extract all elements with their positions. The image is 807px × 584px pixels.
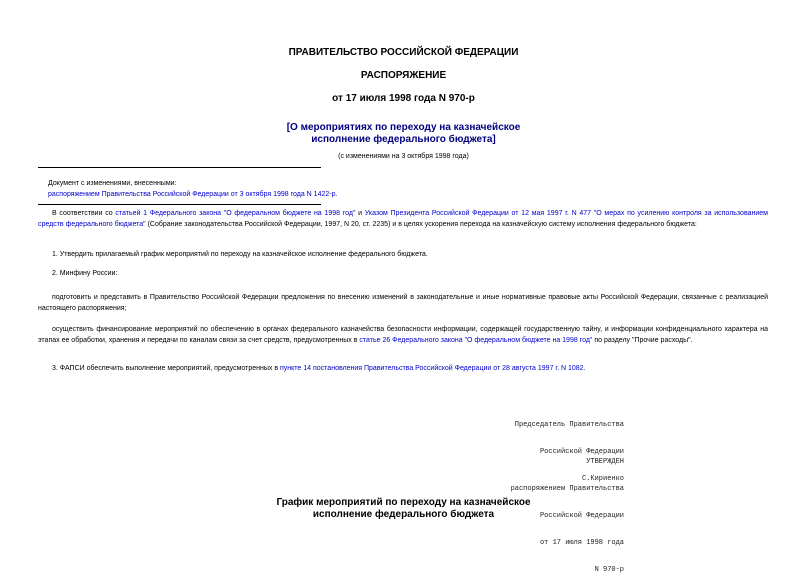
signature-line-2: Российской Федерации [539, 448, 624, 456]
approval-line-4: от 17 июля 1998 года [539, 539, 624, 547]
paragraph-1: 1. Утвердить прилагаемый график мероприятий по переходу на казначейское исполнение федерального бюджета. [52, 251, 428, 258]
document-type: РАСПОРЯЖЕНИЕ [360, 70, 447, 81]
p5-text-a: осуществить финансирование мероприятий по обеспечению в органах федерального казначейства безопасности информации, содержащей государственную тайну, и информации конфиденциального характера на этапах ее обработки, хранения и передачи по каналам связи за счет средств, предусмотренных в [38, 326, 768, 344]
amendments-label: Документ с изменениями, внесенными: [48, 180, 177, 187]
federal-law-link[interactable]: статьей 1 Федерального закона "О федеральном бюджете на 1998 год" [115, 210, 356, 217]
schedule-title [0, 497, 807, 521]
document-title [0, 122, 807, 146]
preamble-text-b: и [355, 210, 365, 217]
paragraph-2: 2. Минфину России: [52, 270, 118, 277]
resolution-1082-link[interactable]: пункте 14 постановления Правительства Российской Федерации от 28 августа 1997 г. N 1082 [280, 365, 584, 372]
article-26-link[interactable]: статье 26 Федерального закона "О федеральном бюджете на 1998 год" [359, 337, 593, 344]
approval-line-5: N 970-р [594, 566, 624, 574]
approval-line-2: распоряжением Правительства [510, 485, 624, 493]
schedule-title-line2: исполнение федерального бюджета [312, 509, 495, 520]
title-link-line1[interactable]: [О мероприятиях по переходу на казначейское [286, 122, 521, 133]
schedule-title-line1: График мероприятий по переходу на казначейское [276, 497, 531, 508]
p6-text-b: . [583, 365, 586, 372]
presidential-decree-link[interactable]: Указом Президента Российской Федерации от 12 мая 1997 г. N 477 "О мерах по усилению контроля за использованием средств федерального бюджета" [38, 210, 768, 228]
paragraph-2-a: подготовить и представить в Правительство Российской Федерации предложения по внесению изменений в законодательные и иные нормативные правовые акты Российской Федерации, связанные с реализацией настоящего распоряжения; [38, 294, 768, 312]
document-date-number: от 17 июля 1998 года N 970-р [332, 93, 475, 104]
paragraph-preamble [38, 208, 768, 230]
government-heading: ПРАВИТЕЛЬСТВО РОССИЙСКОЙ ФЕДЕРАЦИИ [288, 47, 519, 58]
divider-bottom [38, 204, 321, 205]
paragraph-2-b [38, 324, 768, 346]
preamble-text-c: (Собрание законодательства Российской Федерации, 1997, N 20, ст. 2235) и в целях ускорения перехода на казначейскую систему исполнения федерального бюджета: [145, 221, 697, 228]
approval-line-1: УТВЕРЖДЕН [586, 458, 624, 466]
paragraph-3 [38, 363, 768, 374]
amendments-link[interactable]: распоряжением Правительства Российской Федерации от 3 октября 1998 года N 1422-р. [48, 191, 338, 198]
changes-note: (с изменениями на 3 октября 1998 года) [338, 153, 469, 160]
approval-line-3: Российской Федерации [539, 512, 624, 520]
signature-line-3: С.Кириенко [581, 475, 624, 483]
title-link-line2[interactable]: исполнение федерального бюджета] [311, 134, 496, 145]
signature-line-1: Председатель Правительства [514, 421, 624, 429]
p5-text-b: по разделу "Прочие расходы". [592, 337, 693, 344]
p6-text-a: 3. ФАПСИ обеспечить выполнение мероприятий, предусмотренных в [52, 365, 280, 372]
divider-top [38, 167, 321, 168]
preamble-text-a: В соответствии со [52, 210, 116, 217]
